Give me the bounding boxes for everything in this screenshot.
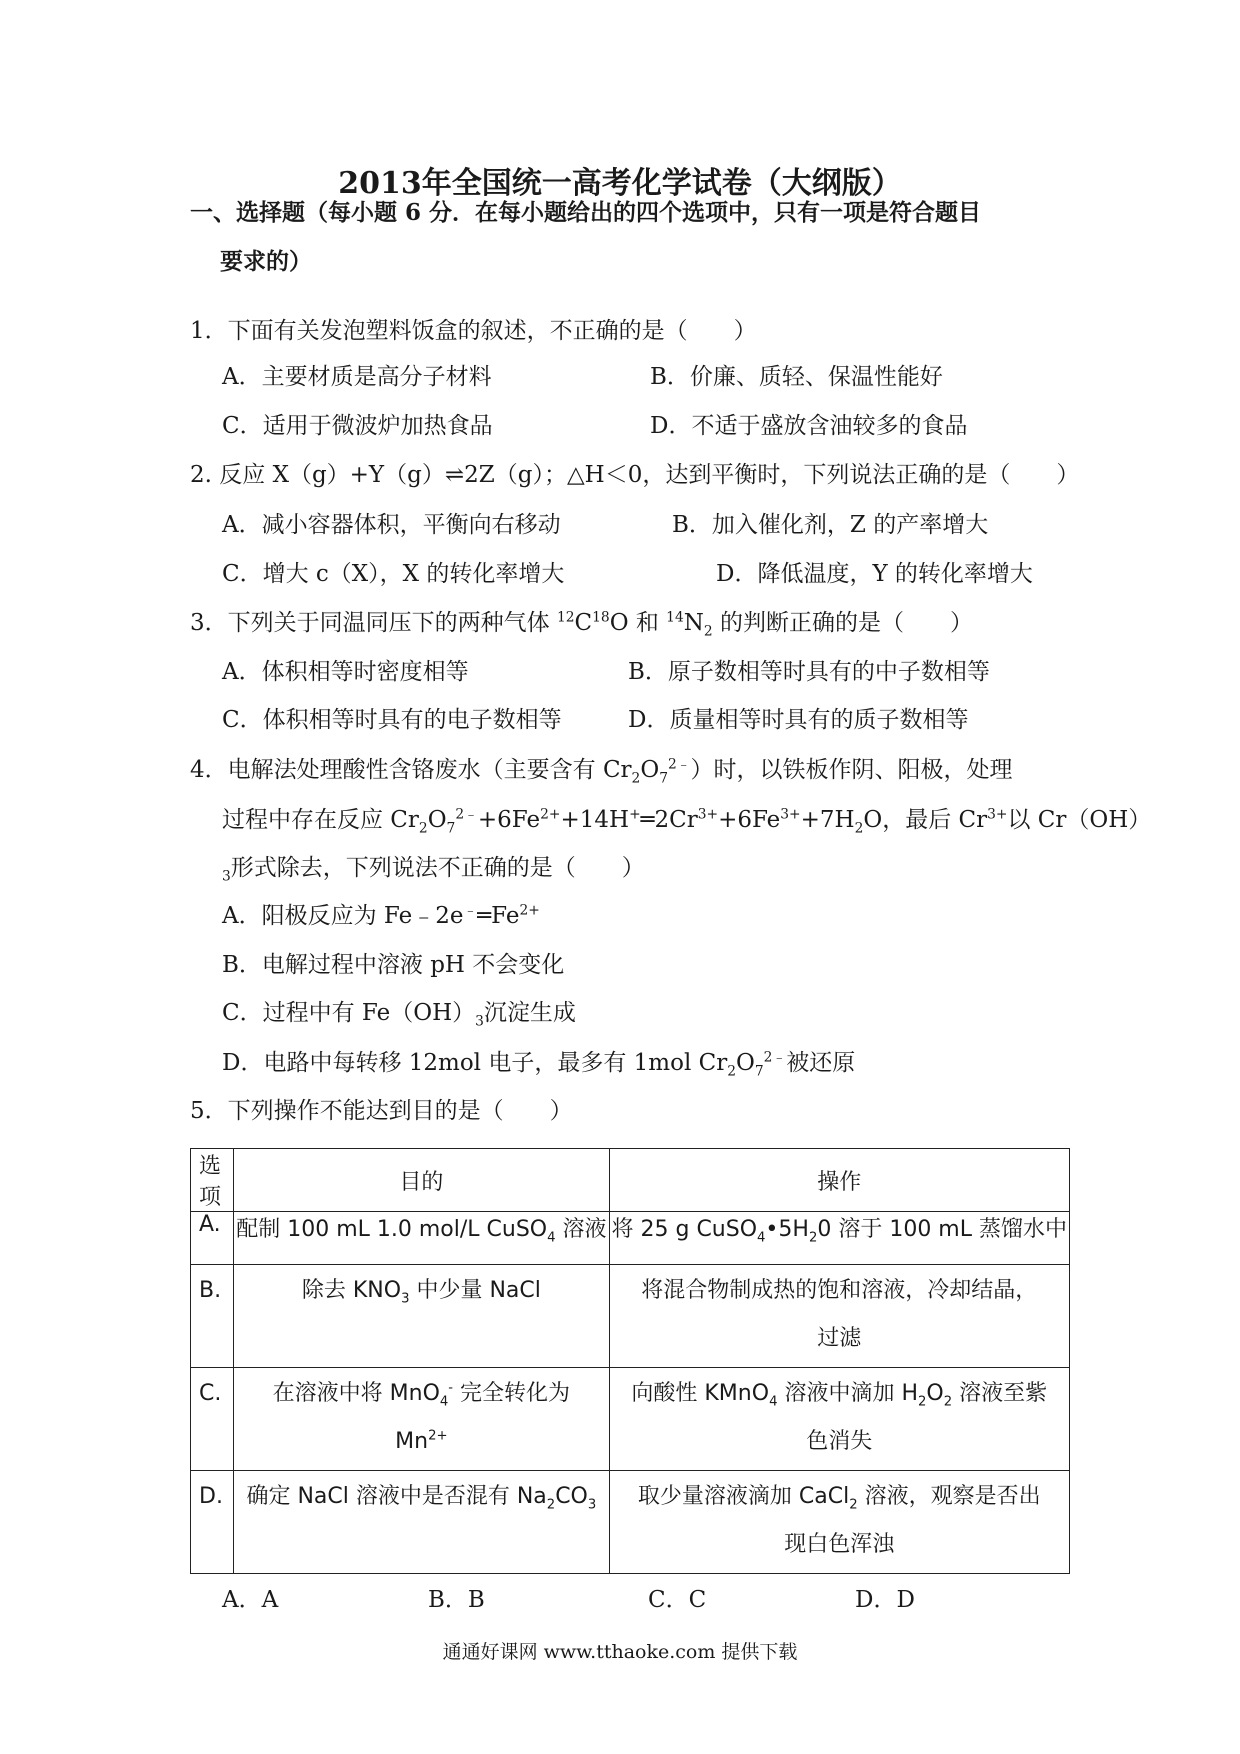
table-cell-operation: 向酸性 KMnO$_4$ 溶液中滴加 $H_2O_2$ 溶液至紫 色消失 [609,1368,1070,1471]
question-5-option-c: C．C [648,1587,707,1613]
table-header-option: 选项 [191,1149,234,1212]
page-title: 2013年全国统一高考化学试卷（大纲版） [338,166,902,201]
question-4-stem-line-2: 过程中存在反应 $Cr_2O_7^{2﹣}+6Fe^{2+}+14H^+═2Cr^{3+}+6Fe^{3+}+7H_2O$，最后 $Cr^{3+}$以 Cr（OH） [222,806,1152,837]
table-cell-label: B. [191,1265,234,1368]
question-3-option-d: D．质量相等时具有的质子数相等 [628,707,969,733]
section-heading-line-2: 要求的） [220,248,312,275]
operations-table [190,1148,1070,1574]
table-cell-purpose: 在溶液中将 MnO$_4$- 完全转化为 $Mn^{2+}$ [234,1368,609,1471]
question-5-option-b: B．B [428,1587,485,1613]
table-cell-operation: 取少量溶液滴加 CaCl$_2$ 溶液，观察是否出 现白色浑浊 [609,1471,1070,1574]
question-4-option-c: C．过程中有 $Fe(OH)_3$沉淀生成 [222,1000,576,1030]
table-cell-purpose: 配制 100 mL 1.0 mol/L CuSO$_4$ 溶液 [234,1212,609,1265]
table-header-row [191,1149,1070,1212]
question-4-option-a: A．阳极反应为 $Fe﹣2e^﹣═Fe^{2+}$ [222,902,540,929]
question-5-stem: 5．下列操作不能达到目的是（ ） [190,1098,573,1124]
question-2-option-c: C．增大 c（X），X 的转化率增大 [222,561,565,587]
question-2-option-b: B．加入催化剂，Z 的产率增大 [672,512,989,538]
question-3-option-c: C．体积相等时具有的电子数相等 [222,707,562,733]
question-2-option-a: A．减小容器体积，平衡向右移动 [222,512,561,538]
page-footer: 通通好课网 www.tthaoke.com 提供下载 [442,1641,798,1663]
table-header-operation: 操作 [609,1149,1070,1212]
table-cell-operation: 将混合物制成热的饱和溶液，冷却结晶， 过滤 [609,1265,1070,1368]
table-cell-purpose: 确定 NaCl 溶液中是否混有 $Na_2CO_3$ [234,1471,609,1574]
question-3-option-a: A．体积相等时密度相等 [222,659,469,685]
table-cell-label: C. [191,1368,234,1471]
table-cell-label: A. [191,1212,234,1265]
table-row [191,1212,1070,1265]
question-4-option-b: B．电解过程中溶液 pH 不会变化 [222,952,565,978]
table-cell-label: D. [191,1471,234,1574]
question-4-stem-line-1: 4．电解法处理酸性含铬废水（主要含有 $Cr_2O_7^{2﹣}$）时，以铁板作阴、阳极，处理 [190,756,1013,787]
question-1-option-b: B．价廉、质轻、保温性能好 [650,364,943,390]
question-1-option-c: C．适用于微波炉加热食品 [222,413,493,439]
question-2-option-d: D．降低温度，Y 的转化率增大 [716,561,1033,587]
question-1-option-a: A．主要材质是高分子材料 [222,364,492,390]
table-header-purpose: 目的 [234,1149,609,1212]
table-cell-operation: 将 25 g $CuSO_4•5H_20$ 溶于 100 mL 蒸馏水中 [609,1212,1070,1265]
question-3-stem: 3．下列关于同温同压下的两种气体 $^{12}C^{18}O$ 和 $^{14}N_2$ 的判断正确的是（ ） [190,609,973,640]
question-5-option-a: A．A [222,1587,279,1613]
question-1-option-d: D．不适于盛放含油较多的食品 [650,413,968,439]
question-4-option-d: D．电路中每转移 12mol 电子，最多有 1mol $Cr_2O_7^{2﹣}$被还原 [222,1049,856,1080]
question-3-option-b: B．原子数相等时具有的中子数相等 [628,659,990,685]
table-row [191,1265,1070,1368]
table-row [191,1471,1070,1574]
question-4-stem-line-3: $_3$形式除去，下列说法不正确的是（ ） [222,855,645,885]
question-1-stem: 1．下面有关发泡塑料饭盒的叙述，不正确的是（ ） [190,318,757,344]
question-2-stem: 2. 反应 X（g）+Y（g）⇌2Z（g）；△H＜0，达到平衡时，下列说法正确的是（ ） [190,462,1080,488]
table-cell-purpose: 除去 $KNO_3$ 中少量 NaCl [234,1265,609,1368]
table-row [191,1368,1070,1471]
section-heading-line-1: 一、选择题（每小题 6 分．在每小题给出的四个选项中，只有一项是符合题目 [190,199,982,226]
question-5-option-d: D．D [855,1587,915,1613]
